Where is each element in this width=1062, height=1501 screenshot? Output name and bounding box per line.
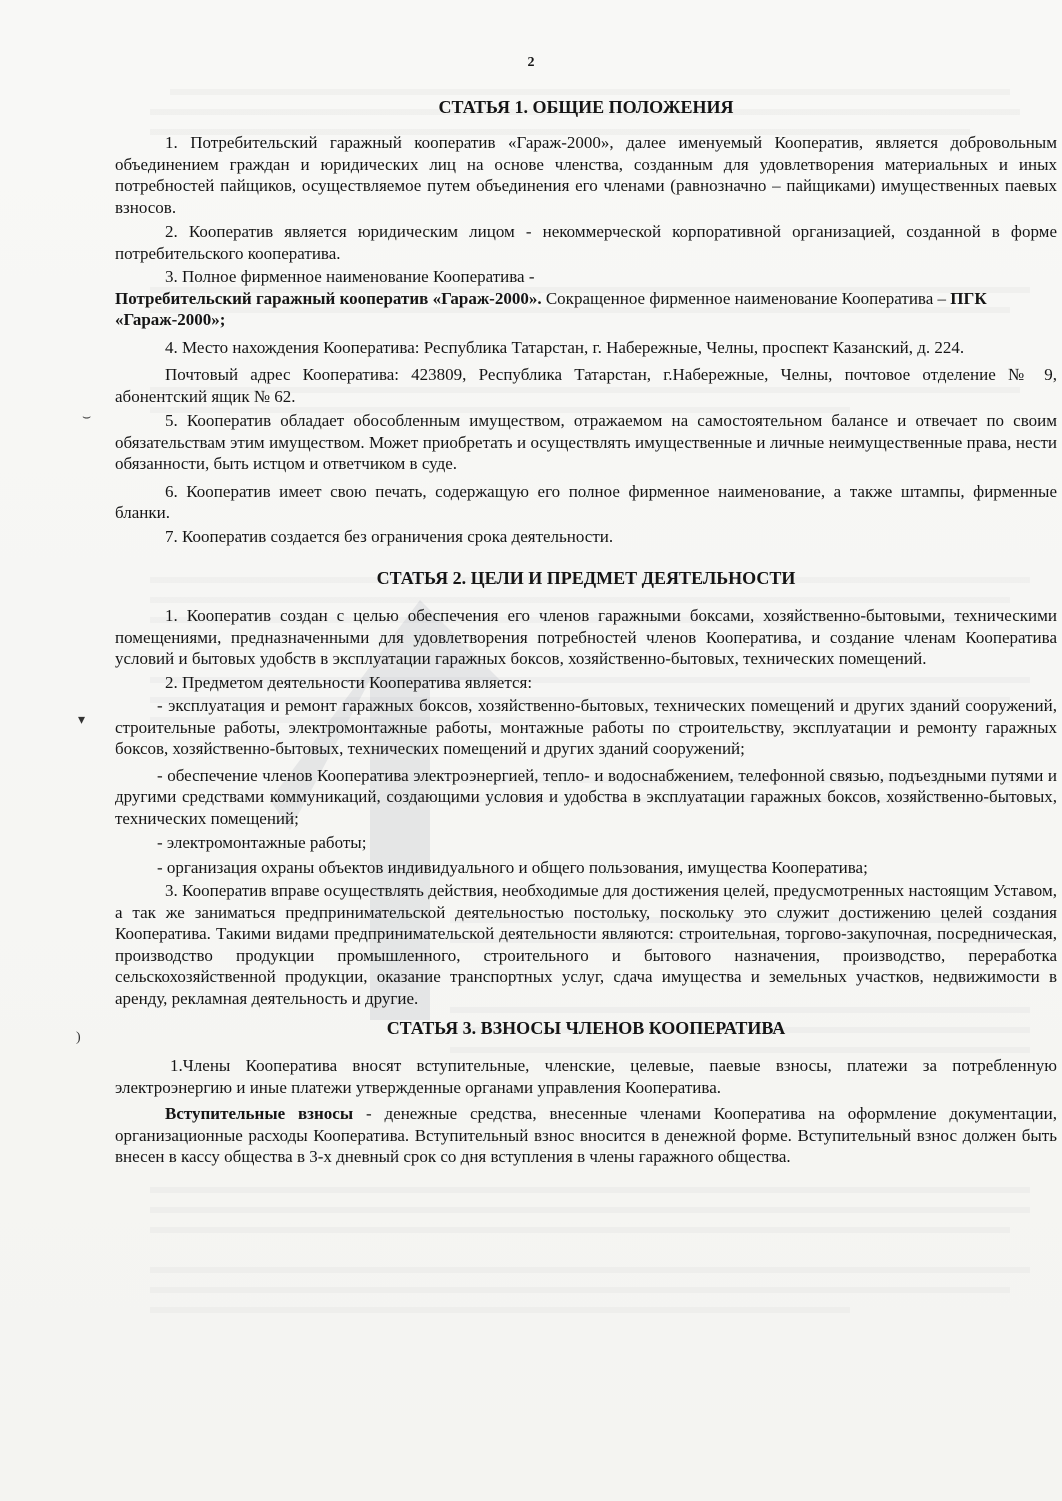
page-number: 2 [527, 55, 535, 70]
margin-mark-icon: ▾ [78, 713, 86, 728]
entry-fee-definition: - денежные средства, внесенные членами Кооператива на оформление документации, организационные расходы Кооператива. Вступительный взнос вносится в денежной форме. Вступительный взнос должен быть внесен в кассу общества в 3-х дневный срок со дня вступления в члены гаражного общества. [115, 1104, 1057, 1166]
section-1-postal-address: Почтовый адрес Кооператива: 423809, Республика Татарстан, г.Набережные, Челны, почтовое отделение № 9, абонентский ящик № 62. [115, 365, 1057, 406]
short-company-name: ПГК «Гараж-2000»; [115, 288, 987, 329]
section-2-title: СТАТЬЯ 2. ЦЕЛИ И ПРЕДМЕТ ДЕЯТЕЛЬНОСТИ [376, 568, 796, 588]
margin-mark-icon: ⌣ [82, 410, 92, 425]
section-2-paragraph-1: 1. Кооператив создан с целью обеспечения его членов гаражными боксами, хозяйственно-бытовыми, техническими помещениями, предназначенными для удовлетворения потребностей членов Кооператива, и создание членам Кооператива условий и бытовых удобств в эксплуатации гаражных боксов, хозяйственно-бытовых, технических помещений. [115, 606, 1057, 668]
section-1-paragraph-7: 7. Кооператив создается без ограничения срока деятельности. [165, 526, 614, 546]
section-3-title: СТАТЬЯ 3. ВЗНОСЫ ЧЛЕНОВ КООПЕРАТИВА [386, 1018, 786, 1038]
section-1-paragraph-5: 5. Кооператив обладает обособленным имуществом, отражаемом на самостоятельном балансе и отвечает по своим обязательствам этим имуществом. Может приобретать и осуществлять имущественные и личные неимущественные права, нести обязанности, быть истцом и ответчиком в суде. [115, 411, 1057, 473]
section-1-paragraph-1: 1. Потребительский гаражный кооператив «Гараж-2000», далее именуемый Кооператив, является добровольным объединением граждан и юридических лиц на основе членства, созданным для удовлетворения материальных и иных потребностей пайщиков, осуществляемое путем объединения его членами (равнозначно – пайщиками) имущественных паевых взносов. [115, 133, 1057, 217]
section-2-list-item: - организация охраны объектов индивидуального и общего пользования, имущества Кооператива; [157, 857, 868, 877]
section-1-paragraph-6: 6. Кооператив имеет свою печать, содержащую его полное фирменное наименование, а также штампы, фирменные бланки. [115, 481, 1057, 522]
section-3-paragraph-1: 1.Члены Кооператива вносят вступительные, членские, целевые, паевые взносы, платежи за потребленную электроэнергию и иные платежи утвержденные органами управления Кооператива. [115, 1056, 1057, 1097]
full-company-name: Потребительский гаражный кооператив «Гараж-2000». [115, 288, 542, 308]
section-1-paragraph-2: 2. Кооператив является юридическим лицом - некоммерческой корпоративной организацией, созданной в форме потребительского кооператива. [115, 222, 1057, 263]
section-2-list-item: - электромонтажные работы; [157, 833, 367, 852]
section-2-paragraph-2: 2. Предметом деятельности Кооператива является: [165, 672, 533, 692]
margin-mark-icon: ) [76, 1030, 81, 1045]
section-1-paragraph-4: 4. Место нахождения Кооператива: Республика Татарстан, г. Набережные, Челны, проспект Казанский, д. 224. [165, 337, 965, 357]
section-2-list-item: - обеспечение членов Кооператива электроэнергией, тепло- и водоснабжением, телефонной связью, подъездными путями и другими средствами коммуникаций, создающими условия и удобства в эксплуатации гаражных боксов, хозяйственно-бытовых, технических помещений; [115, 765, 1057, 828]
section-3-paragraph-2 [115, 1103, 1057, 1168]
short-name-intro: Сокращенное фирменное наименование Кооператива – [541, 288, 951, 308]
section-2-list-item: - эксплуатация и ремонт гаражных боксов, хозяйственно-бытовых, технических помещений и других зданий сооружений, строительные работы, электромонтажные работы, монтажные работы по строительству, эксплуатации и ремонту гаражных боксов, хозяйственно-бытовых, технических помещений и других зданий сооружений; [115, 696, 1057, 758]
section-1-paragraph-3 [115, 288, 1057, 331]
section-1-title: СТАТЬЯ 1. ОБЩИЕ ПОЛОЖЕНИЯ [438, 97, 734, 117]
entry-fee-term: Вступительные взносы [165, 1104, 354, 1123]
document-body [115, 96, 1057, 1168]
section-1-paragraph-3-intro: 3. Полное фирменное наименование Кооператива - [165, 267, 535, 286]
section-2-paragraph-3: 3. Кооператив вправе осуществлять действия, необходимые для достижения целей, предусмотренных настоящим Уставом, а так же заниматься предпринимательской деятельностью постольку, поскольку это служит достижению целей создания Кооператива. Такими видами предпринимательской деятельности являются: строительная, торгово-закупочная, посредническая, производство продукции промышленного, строительного и бытового назначения, производство, переработка сельскохозяйственной продукции, оказание транспортных услуг, сдача имущества и земельных участков, недвижимости в аренду, рекламная деятельность и другие. [115, 881, 1057, 1008]
